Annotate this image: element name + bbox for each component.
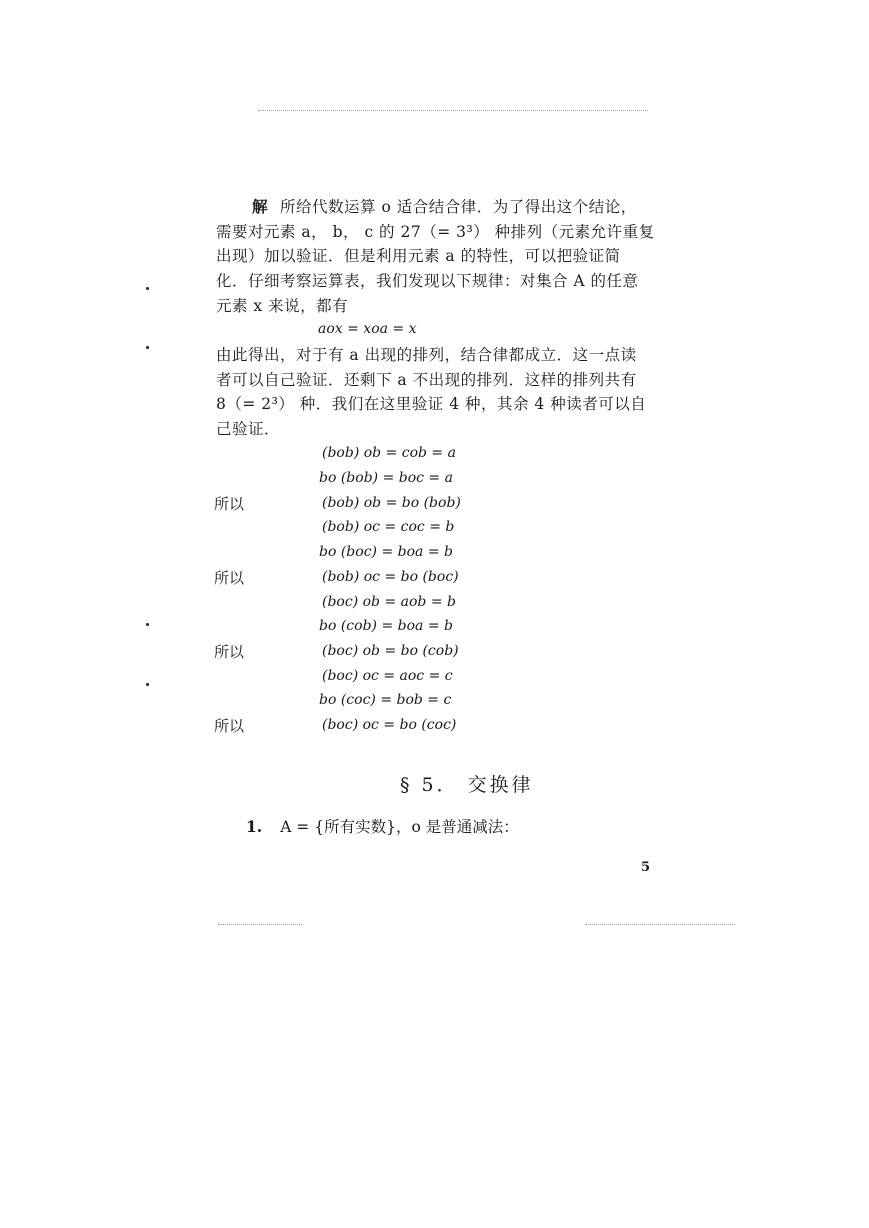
intro-line: 元素 x 来说，都有 bbox=[216, 296, 349, 315]
intro-paragraph bbox=[216, 195, 674, 319]
item-text: A = {所有实数}，o 是普通减法： bbox=[280, 818, 519, 836]
section-heading: § 5． 交换律 bbox=[400, 774, 534, 796]
therefore-label: 所以 bbox=[214, 495, 245, 513]
verification-conclusion: (boc) oc = bo (coc) bbox=[322, 717, 457, 733]
intro-line: 化．仔细考察运算表，我们发现以下规律：对集合 A 的任意 bbox=[216, 272, 639, 291]
verification-step: bo (coc) = bob = c bbox=[319, 692, 452, 708]
scan-artifact-bottom-right bbox=[585, 924, 735, 926]
therefore-label: 所以 bbox=[214, 569, 245, 587]
scan-dot bbox=[146, 623, 149, 626]
item-number: 1. bbox=[246, 817, 263, 836]
scan-artifact-bottom-left bbox=[218, 924, 302, 926]
verification-conclusion: (boc) ob = bo (cob) bbox=[322, 643, 459, 659]
intro-line: 解 所给代数运算 o 适合结合律．为了得出这个结论， bbox=[252, 197, 637, 216]
verification-conclusion: (bob) oc = bo (boc) bbox=[322, 569, 459, 585]
verification-conclusion: (bob) ob = bo (bob) bbox=[322, 495, 461, 511]
middle-line: 者可以自己验证．还剩下 a 不出现的排列．这样的排列共有 bbox=[216, 370, 637, 389]
intro-line: 出现）加以验证．但是利用元素 a 的特性，可以把验证简 bbox=[216, 247, 621, 266]
list-item bbox=[246, 815, 519, 837]
identity-equation: aox = xoa = x bbox=[318, 321, 417, 337]
middle-line: 己验证． bbox=[216, 420, 281, 439]
middle-line: 由此得出，对于有 a 出现的排列，结合律都成立．这一点读 bbox=[216, 346, 637, 364]
middle-line: 8（= 2³） 种．我们在这里验证 4 种，其余 4 种读者可以自 bbox=[216, 395, 647, 414]
therefore-label: 所以 bbox=[214, 717, 245, 735]
solution-label: 解 bbox=[252, 197, 269, 216]
verification-step: (boc) oc = aoc = c bbox=[322, 668, 453, 684]
middle-paragraph bbox=[216, 343, 674, 442]
therefore-label: 所以 bbox=[214, 643, 245, 661]
verification-step: (boc) ob = aob = b bbox=[322, 594, 456, 610]
scan-dot bbox=[146, 683, 149, 686]
intro-line: 需要对元素 a， b， c 的 27（= 3³） 种排列（元素允许重复 bbox=[216, 222, 655, 241]
verification-step: bo (cob) = boa = b bbox=[319, 618, 453, 634]
verification-step: bo (boc) = boa = b bbox=[319, 544, 453, 560]
scan-dot bbox=[146, 346, 149, 349]
scan-dot bbox=[146, 287, 149, 290]
verification-step: bo (bob) = boc = a bbox=[319, 470, 453, 486]
verification-step: (bob) ob = cob = a bbox=[322, 445, 456, 461]
verification-step: (bob) oc = coc = b bbox=[322, 519, 455, 535]
page-number: 5 bbox=[641, 860, 651, 875]
scan-artifact-top bbox=[258, 110, 648, 112]
